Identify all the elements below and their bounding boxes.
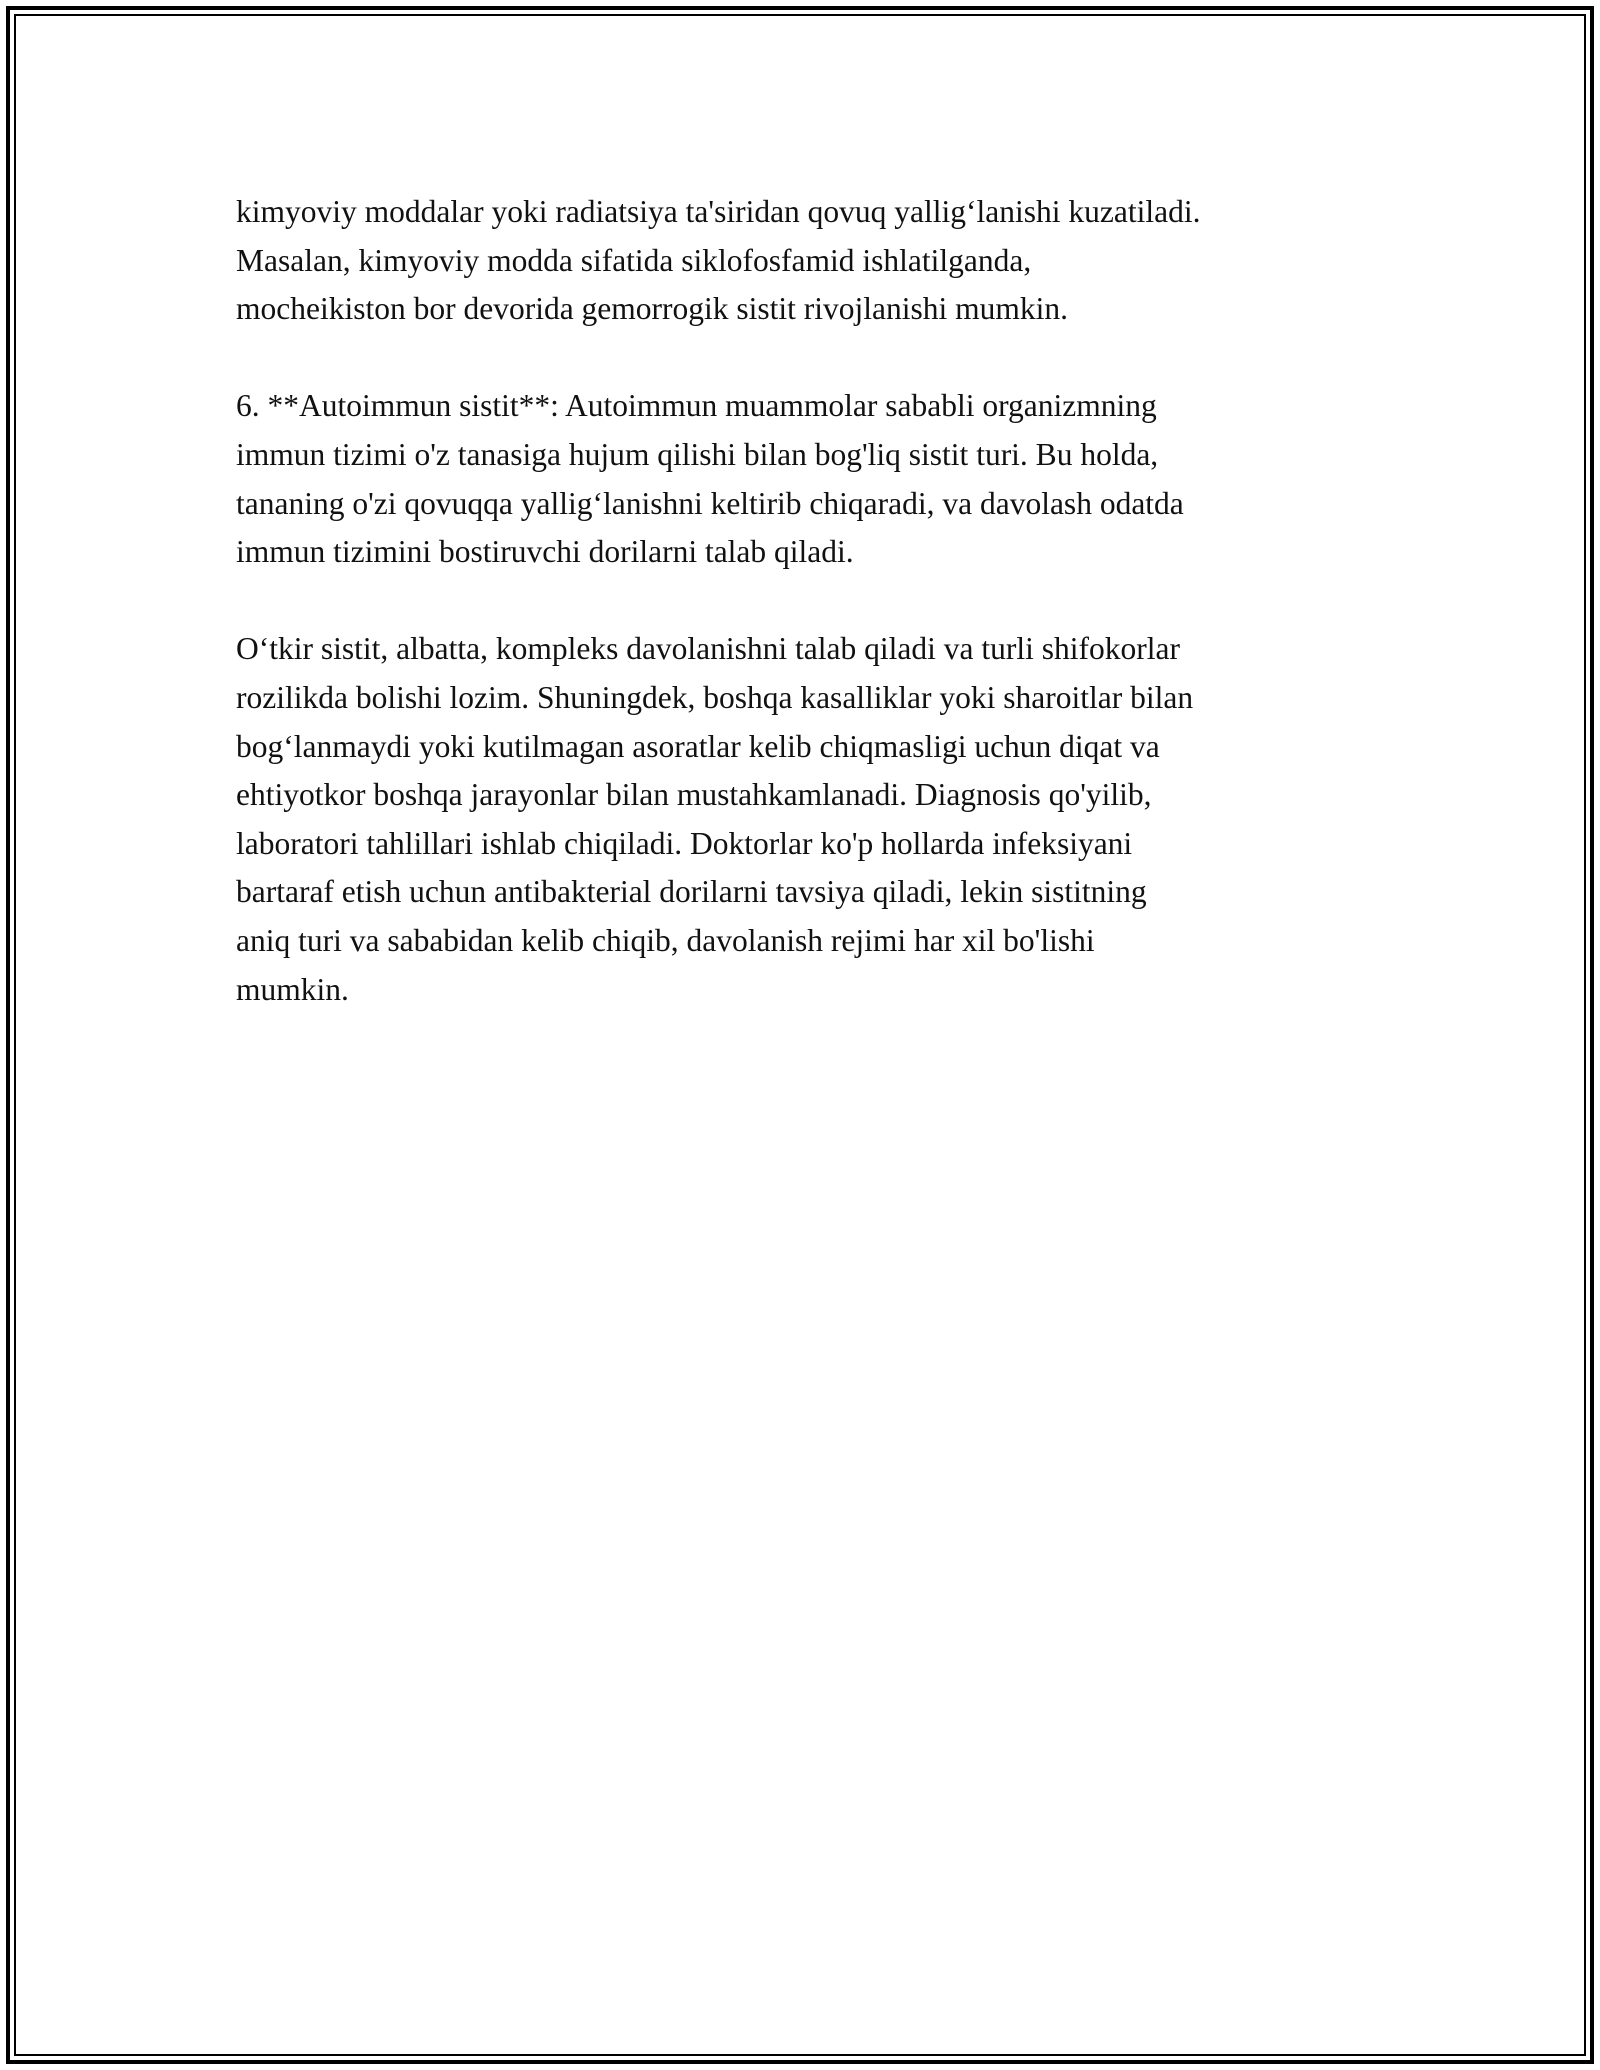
text-line: mocheikiston bor devorida gemorrogik sistit rivojlanishi mumkin. bbox=[236, 291, 1069, 327]
text-line: bartaraf etish uchun antibakterial dorilarni tavsiya qiladi, lekin sistitning bbox=[236, 874, 1147, 910]
text-line: O‘tkir sistit, albatta, kompleks davolanishni talab qiladi va turli shifokorlar bbox=[236, 631, 1180, 667]
paragraph-acute-cystitis-treatment bbox=[236, 625, 1386, 1014]
text-line: immun tizimini bostiruvchi dorilarni talab qiladi. bbox=[236, 534, 854, 570]
text-line: tananing o'zi qovuqqa yallig‘lanishni keltirib chiqaradi, va davolash odatda bbox=[236, 485, 1184, 521]
document-body bbox=[236, 188, 1386, 1063]
text-line: Masalan, kimyoviy modda sifatida siklofosfamid ishlatilganda, bbox=[236, 242, 1032, 278]
text-line: immun tizimi o'z tanasiga hujum qilishi bilan bog'liq sistit turi. Bu holda, bbox=[236, 436, 1159, 472]
text-line: 6. **Autoimmun sistit**: Autoimmun muammolar sababli organizmning bbox=[236, 388, 1157, 424]
text-line: bog‘lanmaydi yoki kutilmagan asoratlar kelib chiqmasligi uchun diqat va bbox=[236, 728, 1160, 764]
text-line: kimyoviy moddalar yoki radiatsiya ta'siridan qovuq yallig‘lanishi kuzatiladi. bbox=[236, 194, 1201, 229]
text-line: ehtiyotkor boshqa jarayonlar bilan mustahkamlanadi. Diagnosis qo'yilib, bbox=[236, 777, 1152, 813]
text-line: mumkin. bbox=[236, 971, 349, 1007]
text-line: laboratori tahlillari ishlab chiqiladi. Doktorlar ko'p hollarda infeksiyani bbox=[236, 825, 1133, 861]
text-line: aniq turi va sababidan kelib chiqib, davolanish rejimi har xil bo'lishi bbox=[236, 922, 1095, 958]
paragraph-chemical-radiation-cystitis bbox=[236, 188, 1386, 334]
paragraph-autoimmune-cystitis bbox=[236, 382, 1386, 576]
text-line: rozilikda bolishi lozim. Shuningdek, boshqa kasalliklar yoki sharoitlar bilan bbox=[236, 679, 1194, 715]
